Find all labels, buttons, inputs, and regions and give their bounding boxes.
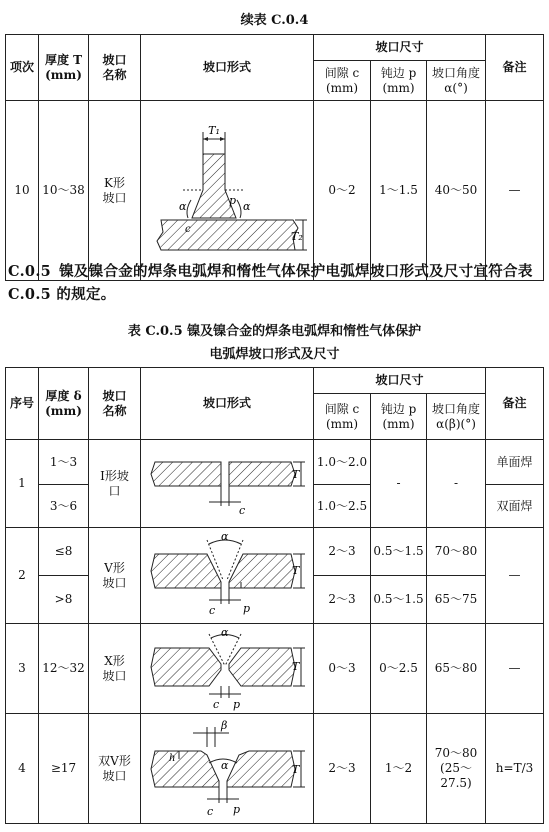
header-groove-form: 坡口形式	[141, 35, 314, 101]
header-blunt: 钝边 p (mm)	[371, 61, 427, 101]
cell-remark: —	[486, 624, 544, 714]
cell-blunt: -	[371, 440, 427, 528]
cell-groove-name: V形坡口	[89, 528, 141, 624]
cell-angle: 65～75	[427, 576, 486, 624]
cell-thickness: >8	[39, 576, 89, 624]
label-alpha: α	[221, 758, 229, 772]
cell-remark: —	[486, 528, 544, 624]
table-c05-caption-line1: 表 C.0.5 镍及镍合金的焊条电弧焊和惰性气体保护	[127, 324, 422, 339]
cell-blunt: 0.5～1.5	[371, 576, 427, 624]
table-row	[6, 440, 544, 485]
header-thickness: 厚度 T (mm)	[39, 35, 89, 101]
label-c: c	[209, 603, 216, 617]
label-t2: T₂	[291, 229, 303, 243]
label-alpha-right: α	[243, 199, 251, 213]
cell-gap: 0～2	[314, 101, 371, 281]
label-alpha: α	[221, 529, 229, 543]
header-gap: 间隙 c (mm)	[314, 394, 371, 440]
header-item: 项次	[6, 35, 39, 101]
cell-groove-diagram	[141, 440, 314, 528]
label-alpha: α	[221, 625, 229, 639]
header-thickness: 厚度 δ (mm)	[39, 368, 89, 440]
cell-groove-name: 双V形坡口	[89, 714, 141, 824]
cell-remark: —	[486, 101, 544, 281]
label-t1: T₁	[208, 123, 220, 137]
table-row	[6, 101, 544, 281]
cell-thickness: 3～6	[39, 485, 89, 528]
cell-gap: 1.0～2.5	[314, 485, 371, 528]
header-angle: 坡口角度 α(°)	[427, 61, 486, 101]
table-c05	[5, 367, 544, 824]
cell-blunt: 0.5～1.5	[371, 528, 427, 576]
label-beta: β	[221, 718, 228, 732]
header-remark: 备注	[486, 368, 544, 440]
table-c04-caption: 续表 C.0.4	[240, 13, 309, 28]
label-t: T	[292, 467, 300, 481]
header-groove-size: 坡口尺寸	[314, 35, 486, 61]
double-v-groove-diagram	[143, 717, 311, 821]
label-p: p	[243, 601, 251, 615]
header-seq: 序号	[6, 368, 39, 440]
label-p: p	[229, 193, 237, 207]
cell-item: 10	[6, 101, 39, 281]
header-blunt: 钝边 p (mm)	[371, 394, 427, 440]
label-t: T	[292, 659, 300, 673]
cell-angle: 70～80 (25～ 27.5)	[427, 714, 486, 824]
cell-groove-diagram	[141, 101, 314, 281]
table-c04	[5, 34, 544, 281]
header-remark: 备注	[486, 35, 544, 101]
header-gap: 间隙 c (mm)	[314, 61, 371, 101]
cell-angle: 65～80	[427, 624, 486, 714]
cell-groove-name: K形坡口	[89, 101, 141, 281]
cell-groove-diagram	[141, 714, 314, 824]
cell-angle: 40～50	[427, 101, 486, 281]
label-p: p	[233, 802, 241, 816]
cell-seq: 3	[6, 624, 39, 714]
cell-angle: 70～80	[427, 528, 486, 576]
cell-remark: 双面焊	[486, 485, 544, 528]
cell-gap: 2～3	[314, 576, 371, 624]
cell-gap: 0～3	[314, 624, 371, 714]
table-row	[6, 528, 544, 576]
cell-blunt: 1～2	[371, 714, 427, 824]
label-p: p	[233, 697, 241, 711]
cell-angle: -	[427, 440, 486, 528]
cell-groove-diagram	[141, 528, 314, 624]
cell-remark: h=T/3	[486, 714, 544, 824]
cell-thickness: 10～38	[39, 101, 89, 281]
table-row	[6, 624, 544, 714]
cell-seq: 2	[6, 528, 39, 624]
label-t: T	[292, 762, 300, 776]
cell-thickness: ≤8	[39, 528, 89, 576]
clause-c05	[8, 260, 543, 306]
table-c05-caption-line2: 电弧焊坡口形式及尺寸	[209, 347, 340, 362]
x-groove-diagram	[143, 626, 311, 712]
header-groove-name: 坡口名称	[89, 35, 141, 101]
label-c: c	[207, 804, 214, 818]
label-c: c	[185, 223, 191, 235]
cell-thickness: ≥17	[39, 714, 89, 824]
i-groove-diagram	[143, 442, 311, 526]
label-alpha-left: α	[179, 199, 187, 213]
clause-number: C.0.5	[8, 263, 52, 280]
k-groove-diagram	[143, 106, 311, 276]
label-c: c	[213, 697, 220, 711]
cell-blunt: 1～1.5	[371, 101, 427, 281]
cell-remark: 单面焊	[486, 440, 544, 485]
cell-thickness: 1～3	[39, 440, 89, 485]
cell-groove-name: X形坡口	[89, 624, 141, 714]
header-groove-size: 坡口尺寸	[314, 368, 486, 394]
cell-blunt: 0～2.5	[371, 624, 427, 714]
cell-gap: 2～3	[314, 528, 371, 576]
cell-thickness: 12～32	[39, 624, 89, 714]
header-angle: 坡口角度 α(β)(°)	[427, 394, 486, 440]
header-groove-form: 坡口形式	[141, 368, 314, 440]
cell-gap: 1.0～2.0	[314, 440, 371, 485]
label-t: T	[292, 563, 300, 577]
label-c: c	[239, 503, 246, 517]
cell-groove-diagram	[141, 624, 314, 714]
cell-seq: 1	[6, 440, 39, 528]
header-groove-name: 坡口名称	[89, 368, 141, 440]
clause-text: 镍及镍合金的焊条电弧焊和惰性气体保护电弧焊坡口形式及尺寸宜符合表 C.0.5 的规定。	[8, 263, 533, 303]
table-row	[6, 714, 544, 824]
cell-groove-name: I形坡口	[89, 440, 141, 528]
label-h: h	[169, 752, 176, 764]
v-groove-diagram	[143, 530, 311, 622]
cell-seq: 4	[6, 714, 39, 824]
cell-gap: 2～3	[314, 714, 371, 824]
